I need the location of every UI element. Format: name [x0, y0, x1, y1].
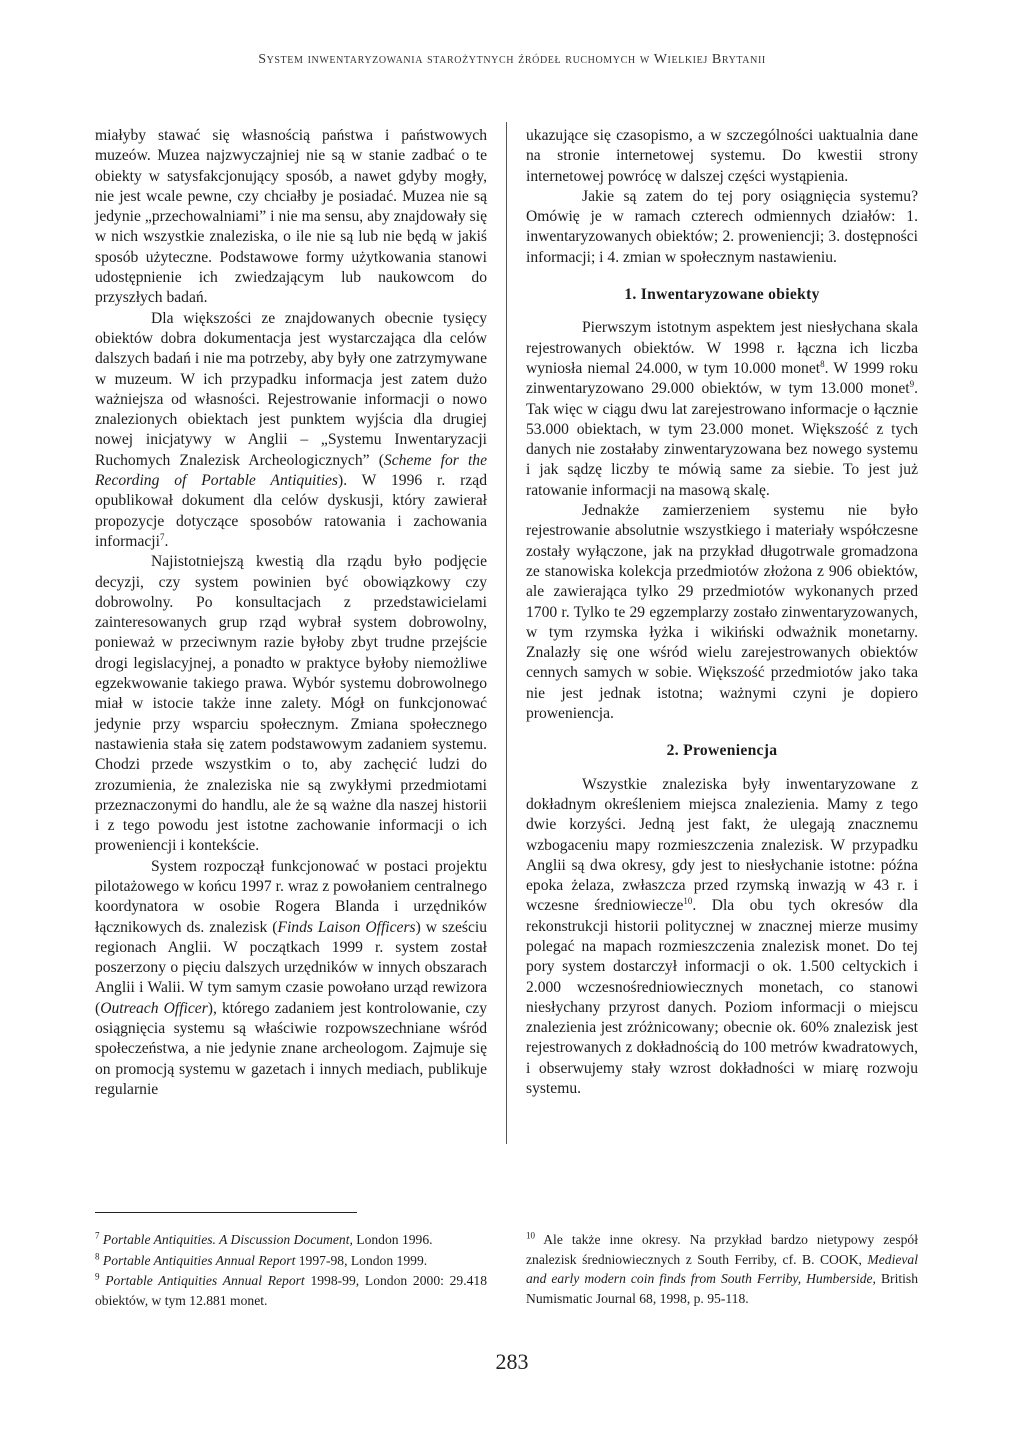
footnote-ref[interactable]: 7	[159, 531, 165, 542]
paragraph-text: Dla większości ze znajdowanych obecnie tysięcy obiektów dobra dokumentacja jest wystarczająca dla celów dalszych badań i nie ma potrzeby, aby były one zatrzymywane w muzeum. W ich przypadku informacja jest zatem dużo ważniejsza od własności. Rejestrowanie informacji o nowo znalezionych obiektach jest punktem wyjścia dla drugiej nowej inicjatywy w Anglii – „Systemu Inwentaryzacji Ruchomych Znalezisk Archeologicznych” (	[95, 309, 487, 469]
footnote-ref[interactable]: 9	[909, 379, 915, 390]
footnote-text: Ale także inne okresy. Na przykład bardzo nietypowy zespół znalezisk średniowiecznych z South Ferriby, cf. B. COOK,	[526, 1232, 918, 1267]
footnote-number: 8	[95, 1250, 100, 1261]
paragraph-text: ). W 1996 r. rząd opublikował dokument dla celów dyskusji, który zawierał propozycje dotyczące sposobów ratowania i zachowania informacji	[95, 472, 488, 550]
footnote-number: 9	[95, 1271, 100, 1282]
footnote-title: Portable Antiquities Annual Report	[102, 1252, 296, 1268]
footnote-ref[interactable]: 8	[820, 358, 825, 369]
paragraph: Jakie są zatem do tej pory osiągnięcia systemu? Omówię je w ramach czterech odmiennych działów: 1. inwentaryzowanych obiektów; 2. proweniencji; 3. dostępności informacji; i 4. zmian w społecznym nastawieniu.	[526, 187, 918, 266]
footnotes-left	[95, 1230, 487, 1311]
paragraph-text: . W 1999 roku zinwentaryzowano 29.000 obiektów, w tym 13.000 monet	[526, 359, 918, 398]
paragraph	[95, 857, 487, 1101]
footnote	[95, 1230, 487, 1250]
italic-term: Outreach Officer	[100, 999, 208, 1017]
paragraph	[526, 775, 918, 1100]
italic-term: Finds Laison Officers	[277, 918, 416, 936]
footnote-text: London 1996.	[352, 1232, 433, 1247]
footnote-ref[interactable]: 10	[683, 896, 693, 907]
italic-title: Scheme for the Recording of Portable Antiquities	[95, 451, 487, 490]
footnote-title: Portable Antiquities. A Discussion Document,	[102, 1232, 353, 1247]
paragraph-text: .	[164, 532, 169, 550]
footnote-number: 10	[526, 1230, 535, 1241]
left-column	[95, 126, 487, 1100]
section-heading: 1. Inwentaryzowane obiekty	[624, 286, 820, 304]
paragraph-text: ), którego zadaniem jest kontrolowanie, czy osiągnięcia systemu są właściwie rozpowszechniane wśród społeczeństwa, a nie jedynie znane archeologom. Zajmuje się on promocją systemu w gazetach i innych mediach, publikuje regularnie	[95, 999, 487, 1098]
paragraph-text: System rozpoczął funkcjonować w postaci projektu pilotażowego w końcu 1997 r. wraz z powołaniem centralnego koordynatora w osobie Rogera Blanda i urzędników łącznikowych ds. znalezisk (	[95, 857, 487, 936]
footnote-text: 1998-99, London 2000: 29.418 obiektów, w tym 12.881 monet.	[95, 1273, 488, 1308]
footnotes-right	[526, 1230, 918, 1309]
footnote-title: Portable Antiquities Annual Report	[105, 1273, 305, 1288]
column-divider	[506, 122, 507, 1144]
footnote-title: Medieval and early modern coin finds from South Ferriby, Humberside,	[526, 1251, 918, 1286]
footnote-text: 1997-98, London 1999.	[295, 1252, 428, 1268]
paragraph-text: Pierwszym istotnym aspektem jest niesłychana skala rejestrowanych obiektów. W 1998 r. łączna ich liczba wyniosła niemal 24.000, w tym 10.000 monet	[526, 319, 918, 377]
paragraph	[526, 318, 918, 501]
paragraph: Najistotniejszą kwestią dla rządu było podjęcie decyzji, czy system powinien być obowiązkowy czy dobrowolny. Po konsultacjach z przedstawicielami zainteresowanych grup rząd wybrał system dobrowolny, ponieważ w przeciwnym razie byłoby zbyt trudne przejście drogi legislacyjnej, a ponadto w praktyce byłoby niemożliwe egzekwowanie takiego prawa. Wybór systemu dobrowolnego miał w istocie także inne zalety. Mógł on funkcjonować jedynie przy wsparciu społecznym. Zmiana społecznego nastawienia stała się zatem podstawowym zadaniem systemu. Chodzi przede wszystkim o to, aby zachęcić ludzi do zrozumienia, że znaleziska nie są zwykłymi przedmiotami przeznaczonymi do handlu, ale że są ważne dla naszej historii i z tego powodu jest istotne zachowanie informacji o ich proweniencji i kontekście.	[95, 553, 487, 855]
paragraph: Jednakże zamierzeniem systemu nie było rejestrowanie absolutnie wszystkiego i materiały współczesne zostały wyłączone, jak na przykład długotrwale gromadzona ze stanowiska kolekcja przedmiotów złożona z 906 obiektów, ale zawierająca tylko 29 przedmiotów wykonanych przed 1700 r. Tylko te 29 egzemplarzy zostało zinwentaryzowanych, w tym rzymska łyżka i wikiński odważnik monetarny. Znalazły się one wśród wielu zarejestrowanych obiektów cennych samych w sobie. Większość przedmiotów jako taka nie jest jednak istotna; ważnymi czyni je dopiero proweniencja.	[526, 502, 918, 723]
paragraph-text: . Dla obu tych okresów dla rekonstrukcji historii politycznej w znacznej mierze musimy polegać na mapach rozmieszczenia znalezisk monet. Do tej pory system dostarczył informacji o ok. 1.500 celtyckich i 2.000 wczesnośredniowiecznych monetach, co stanowi niesłychany przyrost danych. Poziom informacji o miejscu znalezienia jest zróżnicowany; obecnie ok. 60% znalezisk jest rejestrowanych z dokładnością do 100 metrów kwadratowych, i obserwujemy stały wzrost dokładności w miarę rozwoju systemu.	[526, 897, 918, 1098]
footnote-rule	[95, 1212, 357, 1213]
paragraph-text: . Tak więc w ciągu dwu lat zarejestrowano informacje o łącznie 53.000 obiektach, w tym 23.000 monet. Większość z tych danych nie zostałaby zinwentaryzowana bez nowego systemu i jak sądzę liczby te mówią same za siebie. To jest już ratowanie informacji na masową skalę.	[526, 380, 918, 499]
footnote-text: British Numismatic Journal 68, 1998, p. 95-118.	[526, 1271, 918, 1306]
paragraph: miałyby stawać się własnością państwa i państwowych muzeów. Muzea najzwyczajniej nie są w stanie zadbać o te obiekty w satysfakcjonujący sposób, a nawet gdyby mogły, nie jest wcale pewne, czy chciałby je posiadać. Muzea nie są jedynie „przechowalniami” i nie ma sensu, aby znajdowały się w nich wszystkie znaleziska, o ile nie są lub nie będą w jakiś sposób użyteczne. Podstawowe formy użytkowania stanowi udostępnienie ich zwiedzającym lub naukowcom do przyszłych badań.	[95, 127, 487, 307]
paragraph	[95, 309, 487, 553]
right-column	[526, 126, 918, 1099]
paragraph: ukazujące się czasopismo, a w szczególności uaktualnia dane na stronie internetowej systemu. Do kwestii strony internetowej powrócę w dalszej części wystąpienia.	[526, 127, 918, 185]
footnote	[95, 1271, 487, 1310]
footnote	[95, 1251, 487, 1271]
page-number: 283	[495, 1349, 529, 1374]
running-header: System inwentaryzowania starożytnych źródeł ruchomych w Wielkiej Brytanii	[258, 52, 766, 67]
footnote	[526, 1230, 918, 1308]
paragraph-text: Wszystkie znaleziska były inwentaryzowane z dokładnym określeniem miejsca znalezienia. Mamy z tego dwie korzyści. Jedną jest fakt, że ulegają znacznemu wzbogaceniu mapy rozmieszczenia znalezisk. W przypadku Anglii są dwa okresy, gdy jest to niesłychanie istotne: późna epoka żelaza, zwłaszcza przed rzymską inwazją w 43 r. i wczesne średniowiecze	[526, 775, 918, 915]
footnote-number: 7	[95, 1230, 100, 1241]
paragraph-text: ) w sześciu regionach Anglii. W początkach 1999 r. system został poszerzony o pięciu dalszych urzędników w innych obszarach Anglii i Walii. W tym samym czasie powołano urząd rewizora (	[95, 918, 487, 1017]
section-heading: 2. Proweniencja	[666, 742, 778, 760]
